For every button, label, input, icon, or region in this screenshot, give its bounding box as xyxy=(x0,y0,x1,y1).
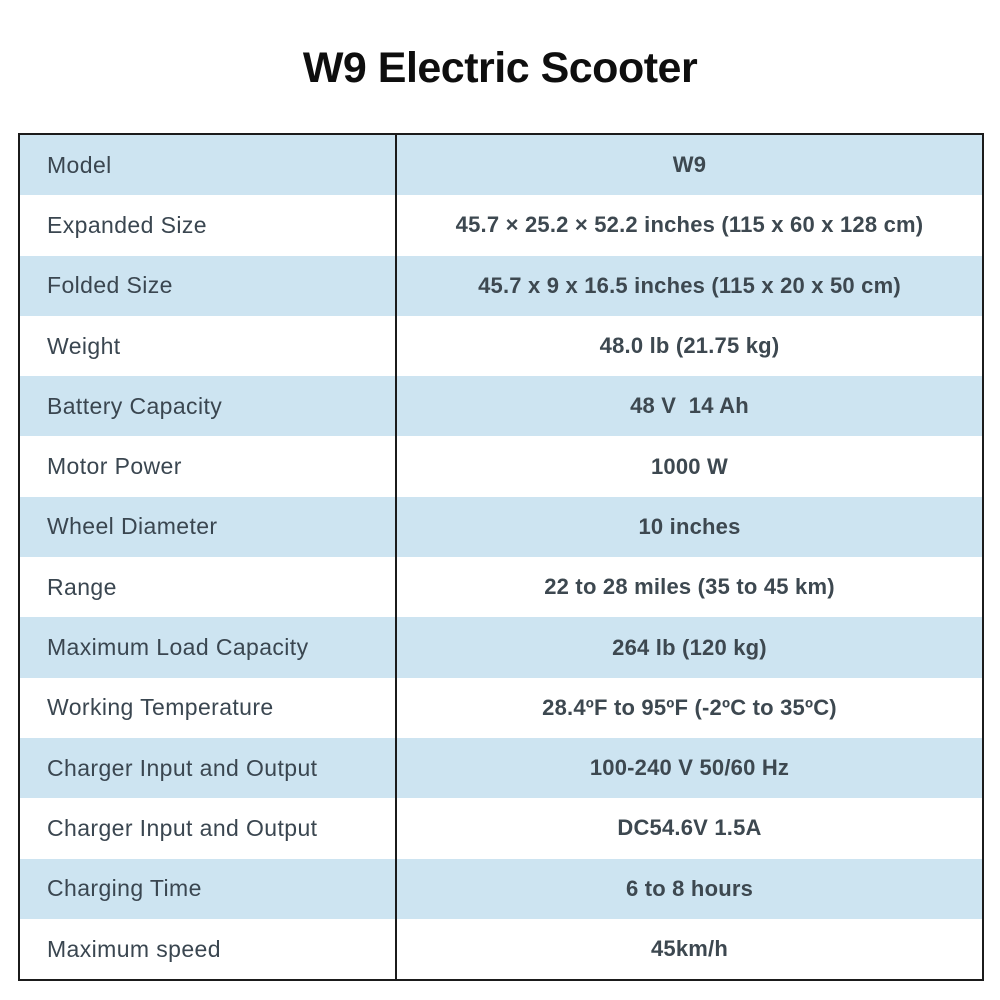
spec-value: 1000 W xyxy=(396,436,983,496)
spec-label: Maximum speed xyxy=(19,919,396,980)
spec-label: Charging Time xyxy=(19,859,396,919)
table-row xyxy=(19,678,983,738)
table-row xyxy=(19,859,983,919)
spec-label: Motor Power xyxy=(19,436,396,496)
spec-value: 264 lb (120 kg) xyxy=(396,617,983,677)
spec-value: 22 to 28 miles (35 to 45 km) xyxy=(396,557,983,617)
spec-table xyxy=(18,133,984,981)
spec-value: 45km/h xyxy=(396,919,983,980)
table-row xyxy=(19,738,983,798)
table-row xyxy=(19,557,983,617)
table-row xyxy=(19,256,983,316)
table-row xyxy=(19,436,983,496)
spec-label: Maximum Load Capacity xyxy=(19,617,396,677)
spec-value: 48.0 lb (21.75 kg) xyxy=(396,316,983,376)
table-row xyxy=(19,919,983,980)
table-row xyxy=(19,195,983,255)
spec-label: Wheel Diameter xyxy=(19,497,396,557)
spec-table-body xyxy=(19,134,983,980)
spec-value: 48 V 14 Ah xyxy=(396,376,983,436)
table-row xyxy=(19,134,983,195)
spec-value: 45.7 x 9 x 16.5 inches (115 x 20 x 50 cm) xyxy=(396,256,983,316)
spec-label: Folded Size xyxy=(19,256,396,316)
spec-value: DC54.6V 1.5A xyxy=(396,798,983,858)
table-row xyxy=(19,376,983,436)
spec-value: 6 to 8 hours xyxy=(396,859,983,919)
table-row xyxy=(19,316,983,376)
page-title: W9 Electric Scooter xyxy=(302,44,698,92)
spec-value: 100-240 V 50/60 Hz xyxy=(396,738,983,798)
spec-label: Battery Capacity xyxy=(19,376,396,436)
spec-value: W9 xyxy=(396,134,983,195)
spec-label: Range xyxy=(19,557,396,617)
spec-label: Expanded Size xyxy=(19,195,396,255)
spec-label: Model xyxy=(19,134,396,195)
table-row xyxy=(19,497,983,557)
table-row xyxy=(19,798,983,858)
spec-label: Charger Input and Output xyxy=(19,798,396,858)
spec-value: 28.4ºF to 95ºF (-2ºC to 35ºC) xyxy=(396,678,983,738)
spec-label: Working Temperature xyxy=(19,678,396,738)
spec-label: Charger Input and Output xyxy=(19,738,396,798)
spec-value: 45.7 × 25.2 × 52.2 inches (115 x 60 x 128 cm) xyxy=(396,195,983,255)
spec-value: 10 inches xyxy=(396,497,983,557)
spec-label: Weight xyxy=(19,316,396,376)
table-row xyxy=(19,617,983,677)
